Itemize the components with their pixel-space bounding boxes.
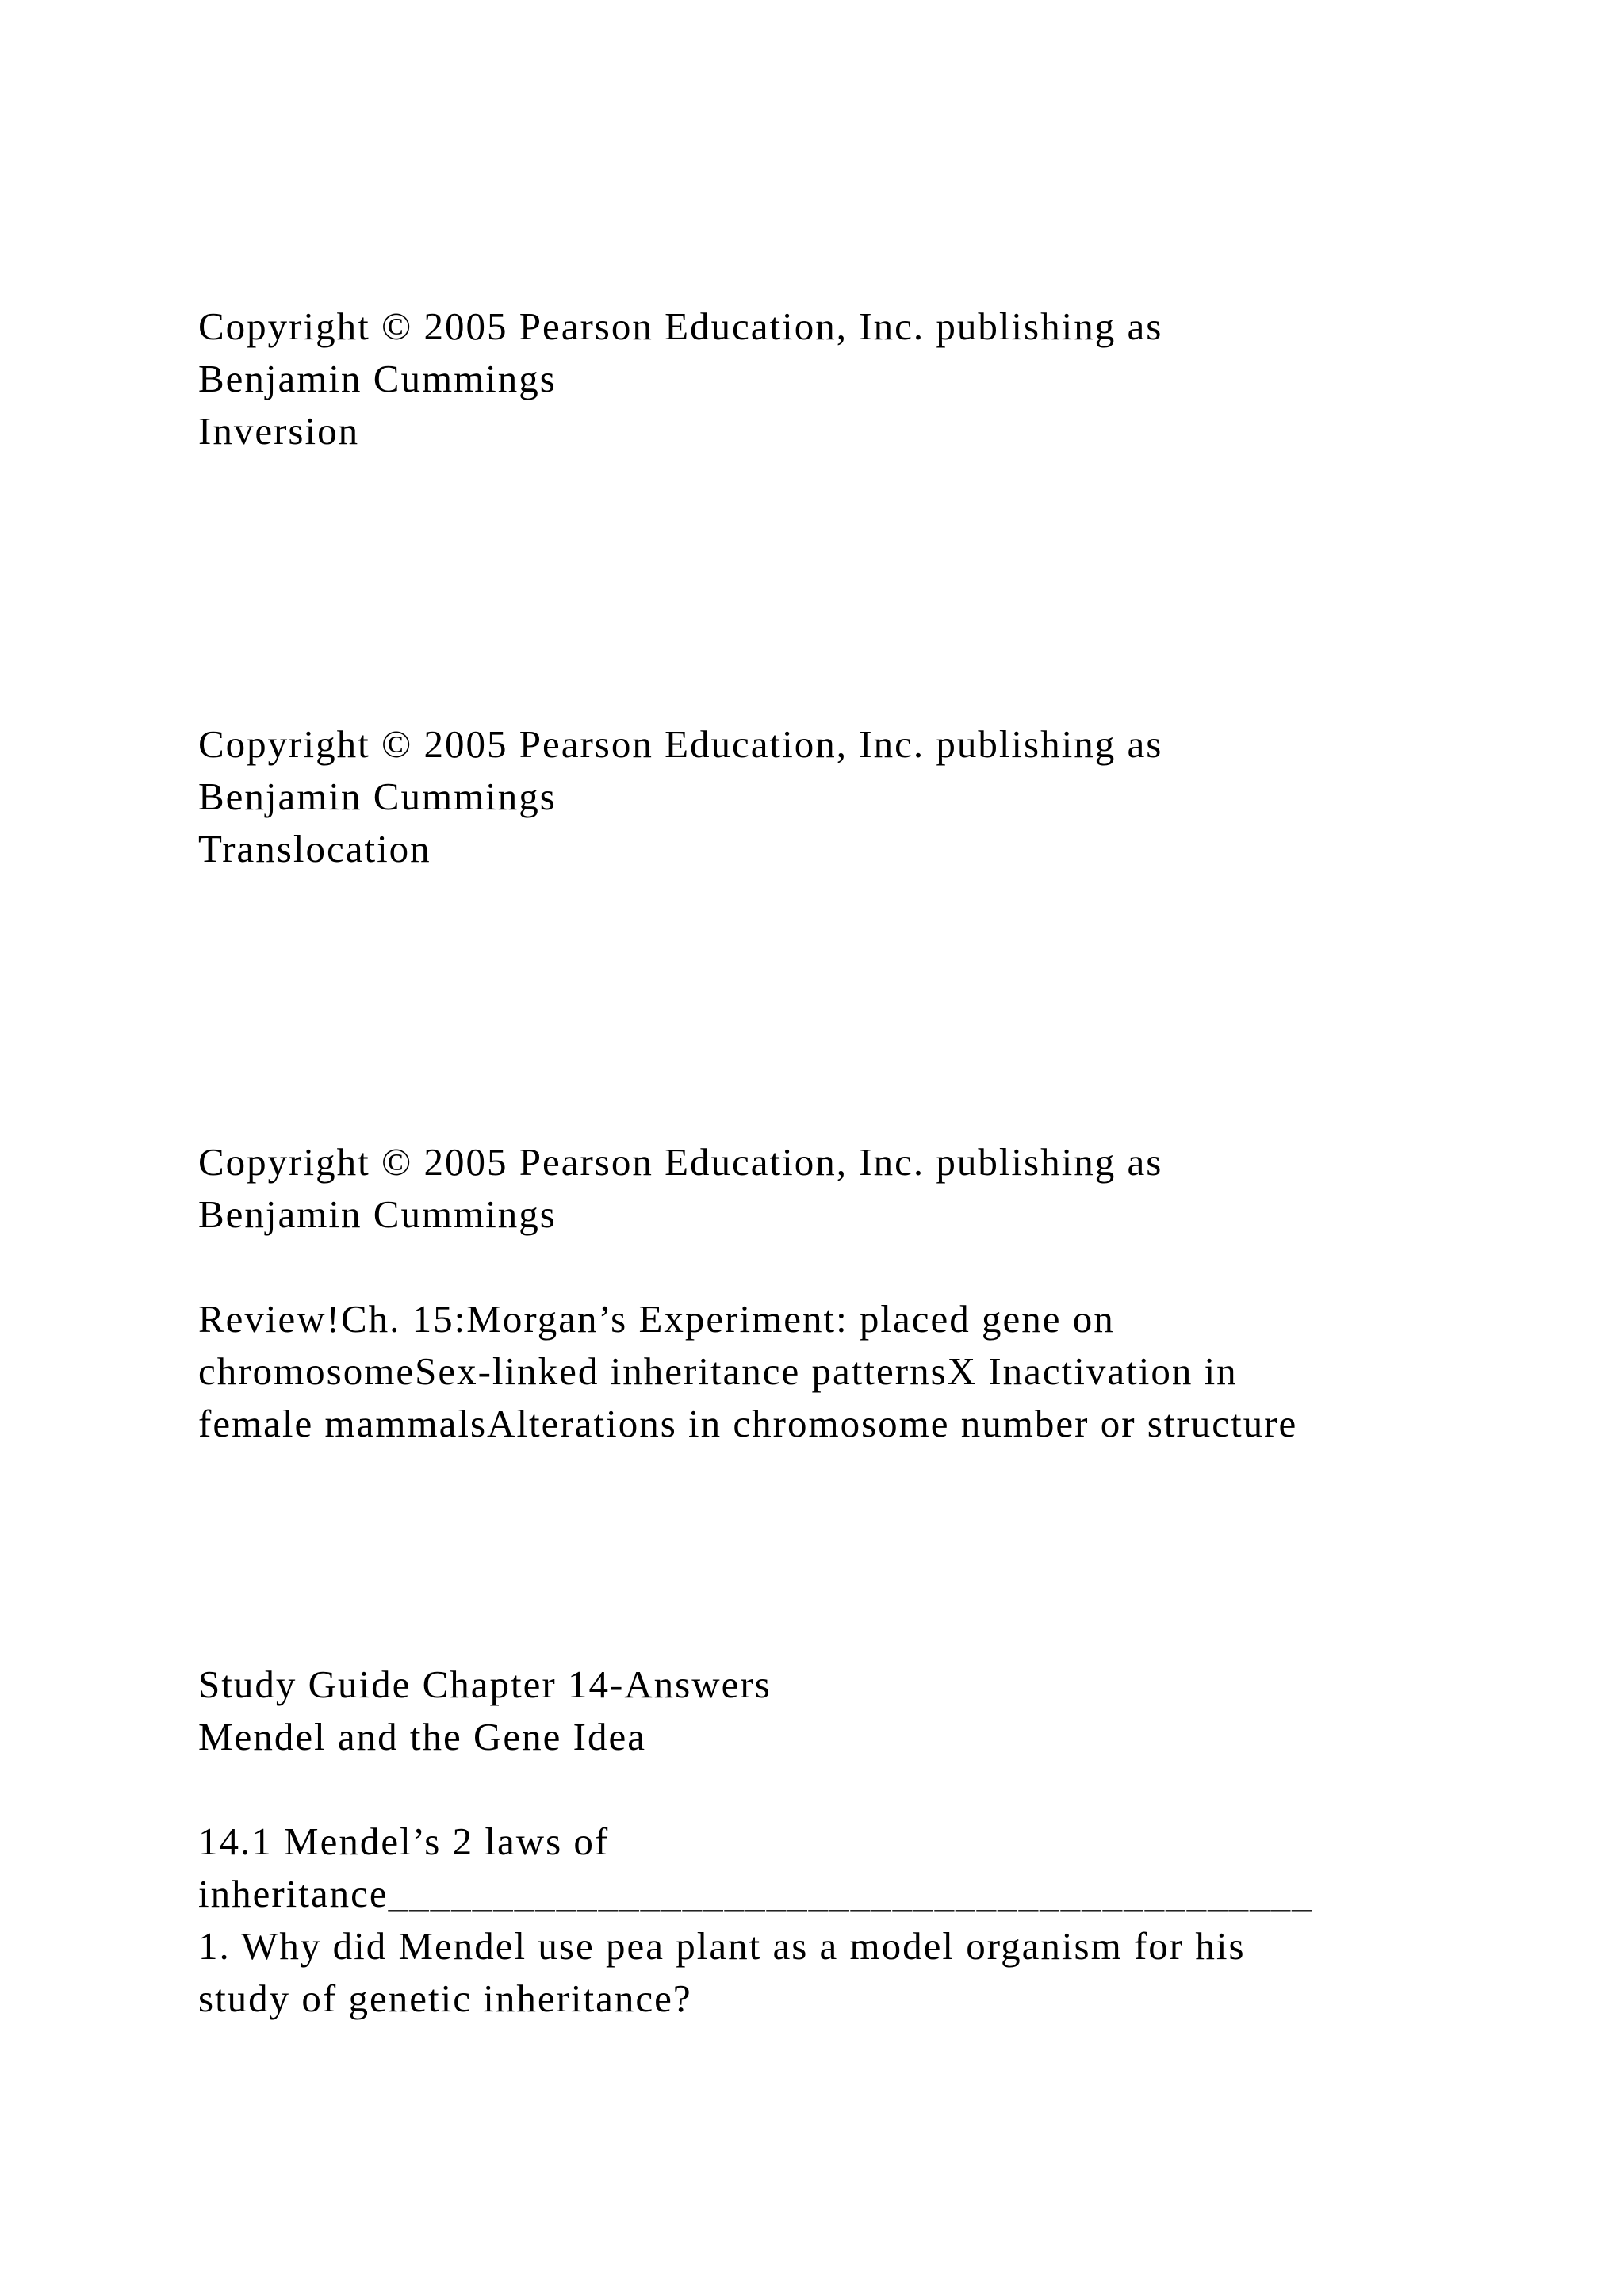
publisher-name-2: Benjamin Cummings (198, 775, 557, 818)
question-1-line-2: study of genetic inheritance? (198, 1976, 692, 2020)
study-guide-title: Study Guide Chapter 14-Answers (198, 1663, 772, 1706)
section-label-inversion: Inversion (198, 409, 360, 453)
review-text-line-1: Review!Ch. 15:Morgan’s Experiment: placed gene on (198, 1297, 1115, 1341)
publisher-name-3: Benjamin Cummings (198, 1192, 557, 1236)
question-1-line-1: 1. Why did Mendel use pea plant as a model organism for his (198, 1924, 1246, 1968)
review-text-line-2: chromosomeSex-linked inheritance patternsX Inactivation in (198, 1349, 1238, 1393)
publisher-name-1: Benjamin Cummings (198, 357, 557, 400)
section-heading-14-1: 14.1 Mendel’s 2 laws of (198, 1820, 610, 1863)
review-text-line-3: female mammalsAlterations in chromosome number or structure (198, 1402, 1298, 1445)
copyright-line-3: Copyright © 2005 Pearson Education, Inc. publishing as (198, 1140, 1163, 1184)
study-guide-subtitle: Mendel and the Gene Idea (198, 1715, 646, 1758)
copyright-line-1: Copyright © 2005 Pearson Education, Inc. publishing as (198, 304, 1163, 348)
copyright-line-2: Copyright © 2005 Pearson Education, Inc. publishing as (198, 722, 1163, 766)
section-heading-rule: inheritance____________________________________________ (198, 1872, 1313, 1915)
section-label-translocation: Translocation (198, 827, 431, 871)
